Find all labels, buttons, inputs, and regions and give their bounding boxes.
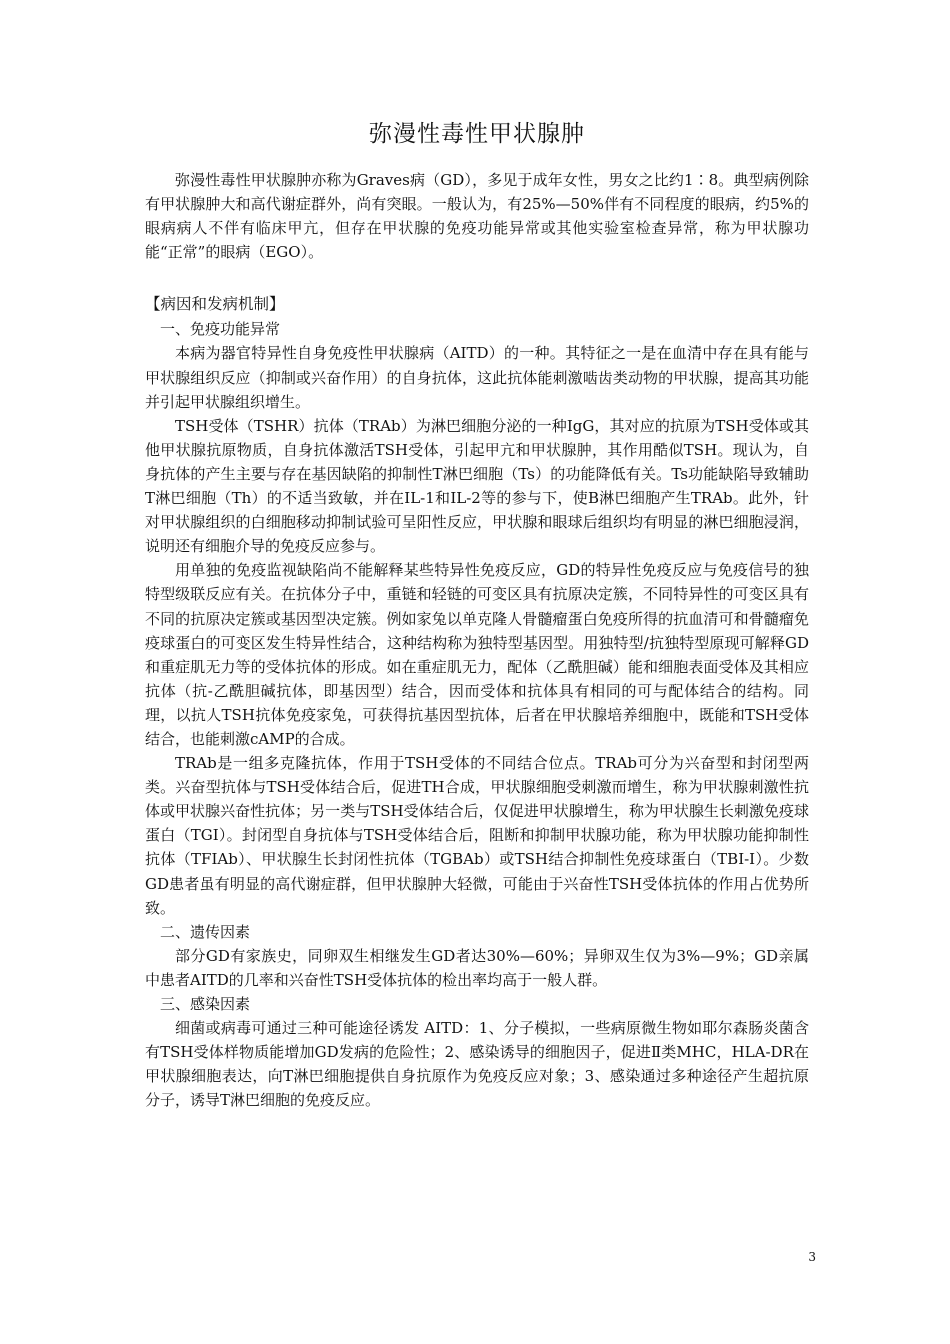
subheading-genetic: 二、遗传因素 xyxy=(160,922,251,941)
subheading-infection: 三、感染因素 xyxy=(160,995,251,1013)
page-title: 弥漫性毒性甲状腺肿 xyxy=(369,121,585,147)
immune-paragraph-4: TRAb是一组多克隆抗体，作用于TSH受体的不同结合位点。TRAb可分为兴奋型和封闭型两类。兴奋型抗体与TSH受体结合后，促进TH合成，甲状腺细胞受刺激而增生，称为甲状腺刺激性抗体或甲状腺兴奋性抗体；另一类与TSH受体结合后，仅促进甲状腺增生，称为甲状腺生长刺激免疫球蛋白（TGI）。封闭型自身抗体与TSH受体结合后，阻断和抑制甲状腺功能，称为甲状腺功能抑制性抗体（TFIAb）、甲状腺生长封闭性抗体（TGBAb）或TSH结合抑制性免疫球蛋白（TBI-I）。少数GD患者虽有明显的高代谢症群，但甲状腺肿大轻微，可能由于兴奋性TSH受体抗体的作用占优势所致。 xyxy=(145,754,809,917)
subheading-immune: 一、免疫功能异常 xyxy=(160,320,281,339)
genetic-paragraph: 部分GD有家族史，同卵双生相继发生GD者达30%—60%；异卵双生仅为3%—9%；GD亲属中患者AITD的几率和兴奋性TSH受体抗体的检出率均高于一般人群。 xyxy=(145,946,809,989)
immune-paragraph-3: 用单独的免疫监视缺陷尚不能解释某些特异性免疫反应，GD的特异性免疫反应与免疫信号的独特型级联反应有关。在抗体分子中，重链和轻链的可变区具有抗原决定簇，不同特异性的可变区具有不同的抗原决定簇或基因型决定簇。例如家兔以单克隆人骨髓瘤蛋白免疫所得的抗血清可和骨髓瘤免疫球蛋白的可变区发生特异性结合，这种结构称为独特型基因型。用独特型/抗独特型原现可解释GD和重症肌无力等的受体抗体的形成。如在重症肌无力，配体（乙酰胆碱）能和细胞表面受体及其相应抗体（抗-乙酰胆碱抗体，即基因型）结合，因而受体和抗体具有相同的可与配体结合的结构。同理，以抗人TSH抗体免疫家兔，可获得抗基因型抗体，后者在甲状腺培养细胞中，既能和TSH受体结合，也能刺激cAMP的合成。 xyxy=(145,561,809,748)
intro-paragraph: 弥漫性毒性甲状腺肿亦称为Graves病（GD），多见于成年女性，男女之比约1∶8。典型病例除有甲状腺肿大和高代谢症群外，尚有突眼。一般认为，有25%—50%伴有不同程度的眼病，约5%的眼病病人不伴有临床甲亢，但存在甲状腺的免疫功能异常或其他实验室检查异常，称为甲状腺功能“正常”的眼病（EGO）。 xyxy=(145,171,809,262)
infection-paragraph: 细菌或病毒可通过三种可能途径诱发 AITD：1、分子模拟，一些病原微生物如耶尔森肠炎菌含有TSH受体样物质能增加GD发病的危险性；2、感染诱导的细胞因子，促进Ⅱ类MHC，HLA-DR在甲状腺细胞表达，向T淋巴细胞提供自身抗原作为免疫反应对象；3、感染通过多种途径产生超抗原分子，诱导T淋巴细胞的免疫反应。 xyxy=(145,1019,809,1110)
immune-paragraph-1: 本病为器官特异性自身免疫性甲状腺病（AITD）的一种。其特征之一是在血清中存在具有能与甲状腺组织反应（抑制或兴奋作用）的自身抗体，这此抗体能刺激啮齿类动物的甲状腺，提高其功能并引起甲状腺组织增生。 xyxy=(145,344,809,411)
section-heading: 【病因和发病机制】 xyxy=(145,295,285,314)
document-body xyxy=(145,118,809,1112)
immune-paragraph-2: TSH受体（TSHR）抗体（TRAb）为淋巴细胞分泌的一种IgG，其对应的抗原为TSH受体或其他甲状腺抗原物质，自身抗体激活TSH受体，引起甲亢和甲状腺肿，其作用酷似TSH。现认为，自身抗体的产生主要与存在基因缺陷的抑制性T淋巴细胞（Ts）的功能降低有关。Ts功能缺陷导致辅助T淋巴细胞（Th）的不适当致敏，并在IL-1和IL-2等的参与下，使B淋巴细胞产生TRAb。此外，针对甲状腺组织的白细胞移动抑制试验可呈阳性反应，甲状腺和眼球后组织均有明显的淋巴细胞浸润，说明还有细胞介导的免疫反应参与。 xyxy=(145,416,809,556)
page-number: 3 xyxy=(808,1250,816,1264)
